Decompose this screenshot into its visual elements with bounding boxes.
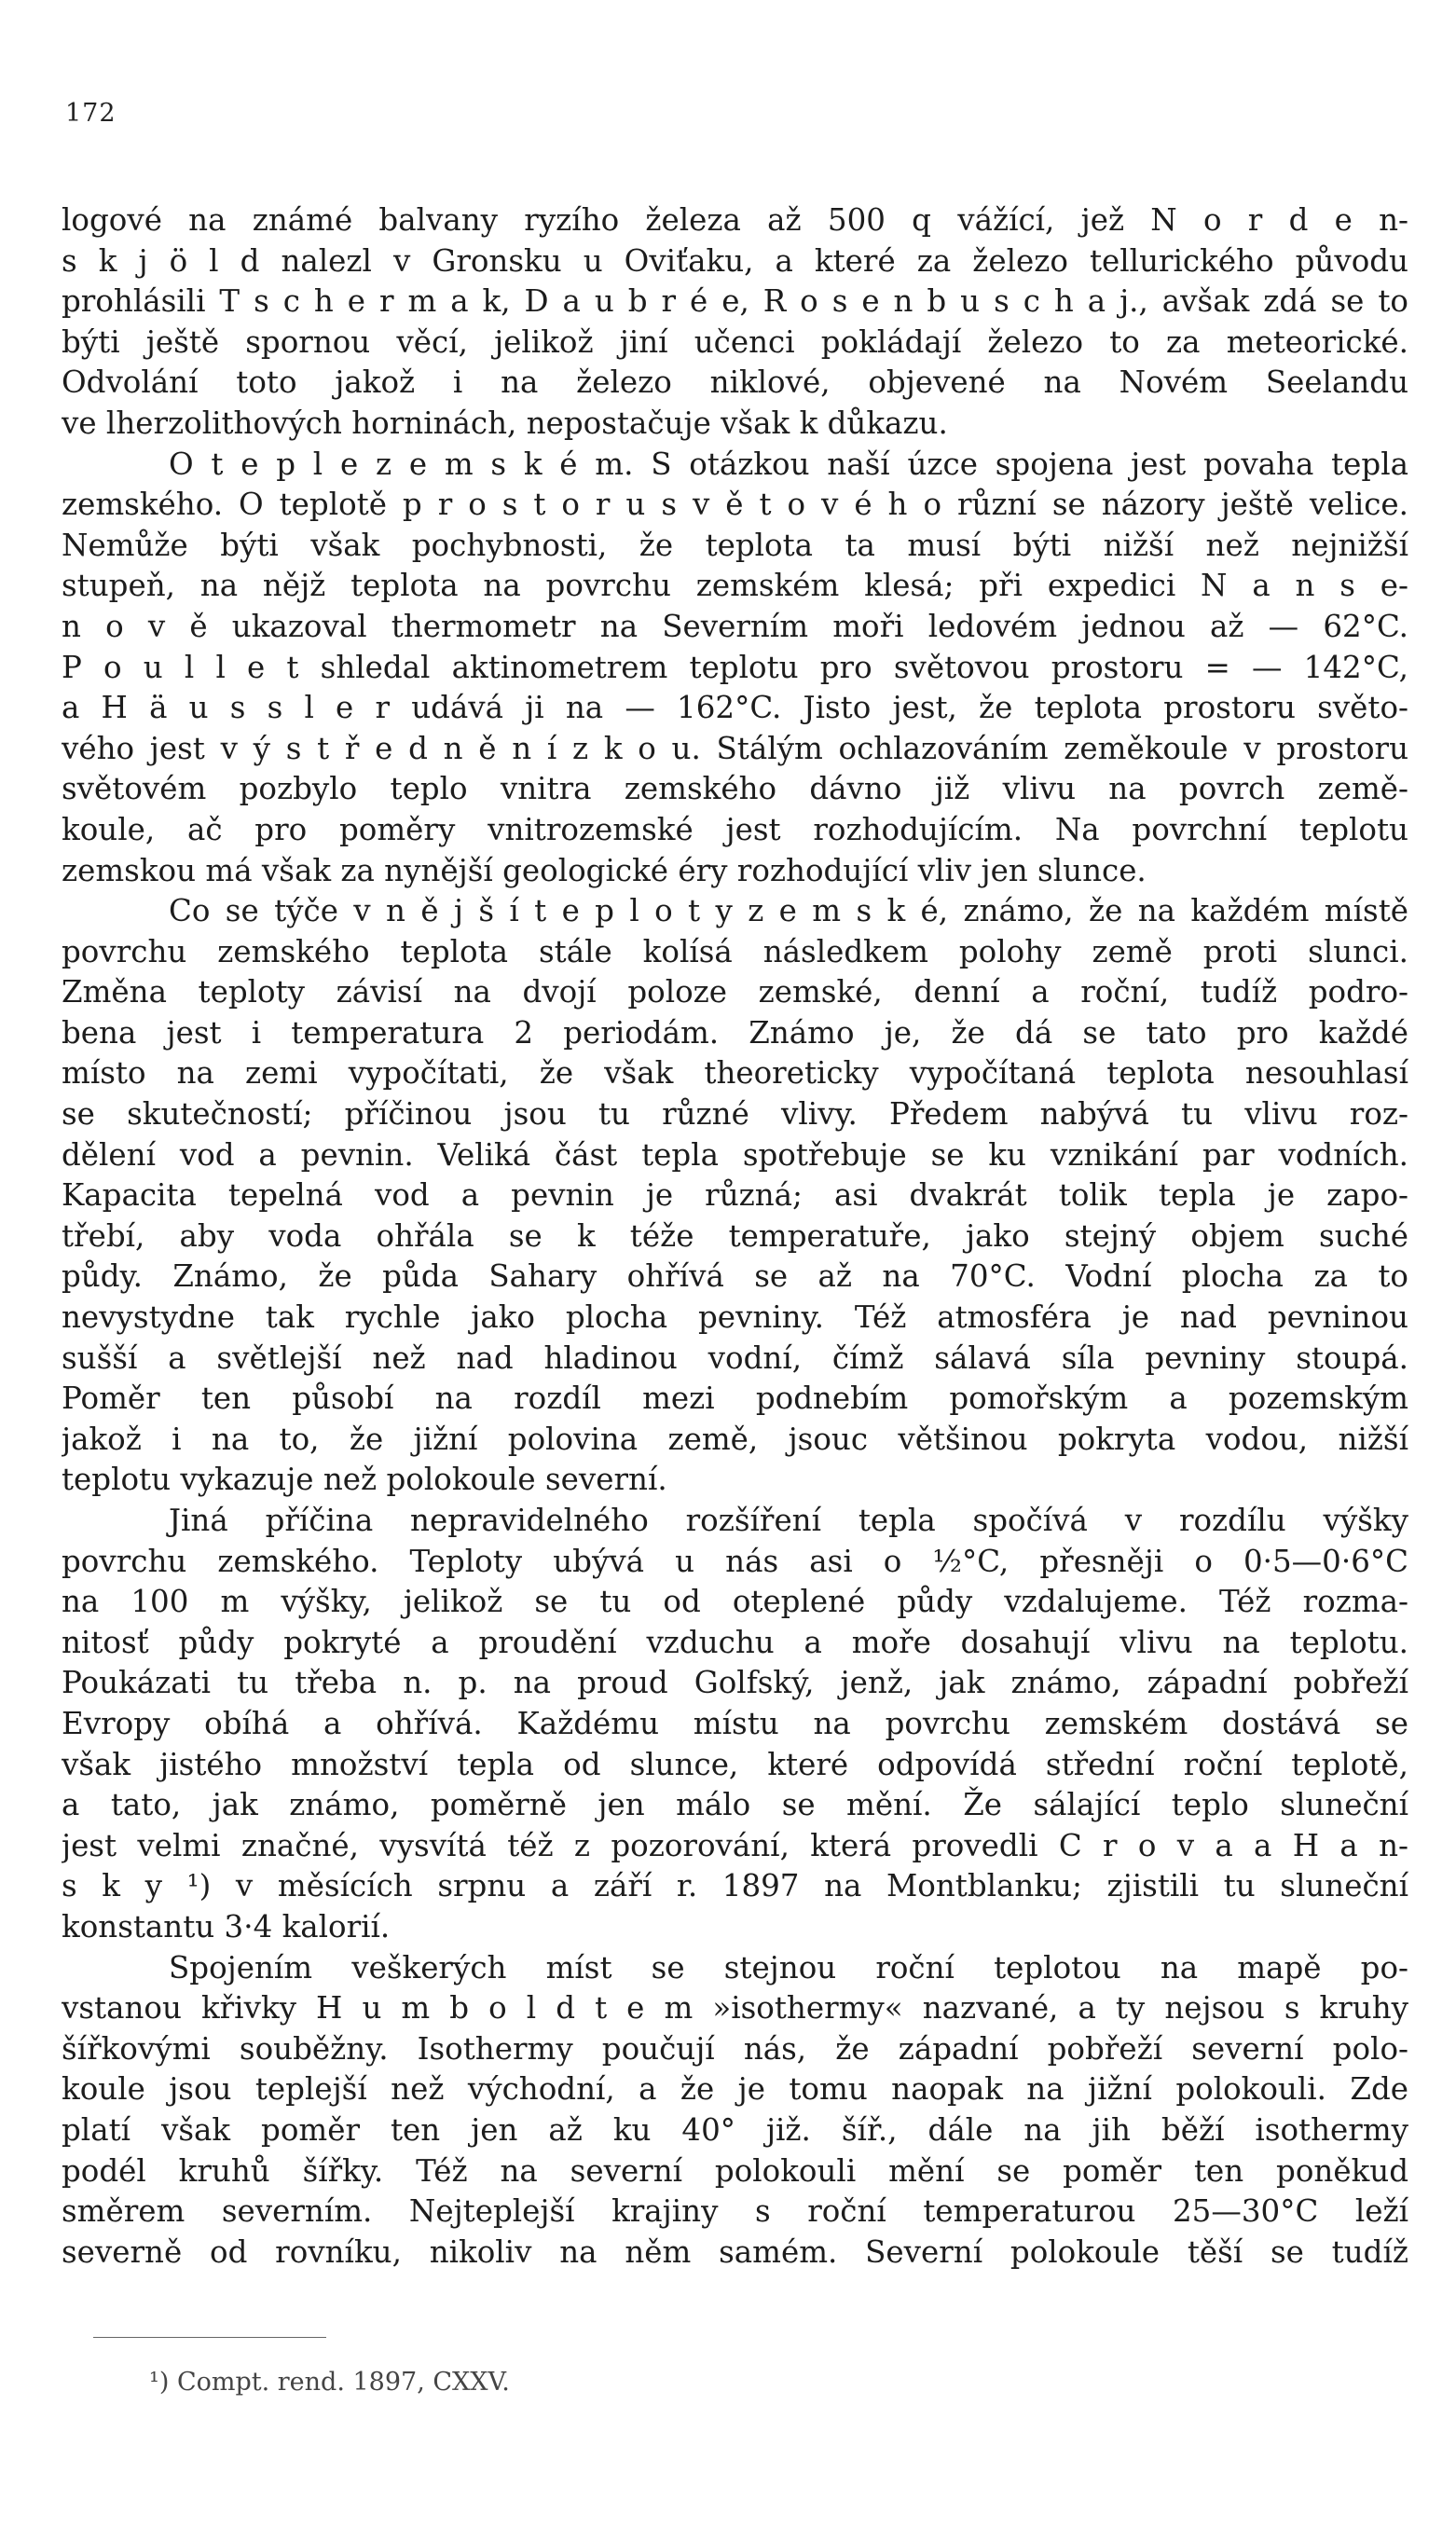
text-line: vstanou křivky H u m b o l d t e m »isothermy« nazvané, a ty nejsou s kruhy [62, 1990, 1408, 2027]
text-line: býti ještě spornou věcí, jelikož jiní učenci pokládají železo to za meteorické. [62, 323, 1408, 360]
footnote-divider [93, 2337, 326, 2338]
text-line: se skutečností; příčinou jsou tu různé vlivy. Předem nabývá tu vlivu roz- [62, 1096, 1408, 1133]
text-line: koule, ač pro poměry vnitrozemské jest rozhodujícím. Na povrchní teplotu [62, 811, 1408, 847]
text-line: podél kruhů šířky. Též na severní polokouli mění se poměr ten poněkud [62, 2152, 1408, 2189]
text-line: P o u l l e t shledal aktinometrem teplotu pro světovou prostoru = — 142°C, [62, 649, 1408, 685]
text-line: povrchu zemského. Teploty ubývá u nás asi o ½°C, přesněji o 0·5—0·6°C [62, 1543, 1408, 1579]
text-line: Nemůže býti však pochybnosti, že teplota ta musí býti nižší než nejnižší [62, 527, 1408, 563]
text-line: severně od rovníku, nikoliv na něm samém. Severní polokoule těší se tudíž [62, 2233, 1408, 2270]
text-line: Kapacita tepelná vod a pevnin je různá; asi dvakrát tolik tepla je zapo- [62, 1177, 1408, 1214]
text-line: jest velmi značné, vysvítá též z pozorování, která provedli C r o v a a H a n- [62, 1827, 1408, 1863]
text-line: O t e p l e z e m s k é m. S otázkou naší úzce spojena jest povaha tepla [169, 446, 1408, 482]
text-line: však jistého množství tepla od slunce, které odpovídá střední roční teplotě, [62, 1746, 1408, 1782]
text-line: prohlásili T s c h e r m a k, D a u b r é e, R o s e n b u s c h a j., avšak zdá se to [62, 283, 1408, 320]
text-line: Spojením veškerých míst se stejnou roční teplotou na mapě po- [169, 1949, 1408, 1986]
text-line: nevystydne tak rychle jako plocha pevniny. Též atmosféra je nad pevninou [62, 1299, 1408, 1336]
text-line: a H ä u s s l e r udává ji na — 162°C. Jisto jest, že teplota prostoru světo- [62, 690, 1408, 726]
text-line: teplotu vykazuje než polokoule severní. [62, 1462, 667, 1498]
text-line: s k y ¹) v měsících srpnu a září r. 1897 na Montblanku; zjistili tu sluneční [62, 1868, 1408, 1904]
text-line: zemského. O teplotě p r o s t o r u s v ě t o v é h o různí se názory ještě velice. [62, 487, 1408, 523]
text-line: konstantu 3·4 kalorií. [62, 1908, 391, 1944]
text-line: na 100 m výšky, jelikož se tu od oteplené půdy vzdalujeme. Též rozma- [62, 1584, 1408, 1620]
text-line: Evropy obíhá a ohřívá. Každému místu na povrchu zemském dostává se [62, 1705, 1408, 1741]
text-line: Změna teploty závisí na dvojí poloze zemské, denní a roční, tudíž podro- [62, 974, 1408, 1010]
text-line: ve lherzolithových horninách, nepostačuje však k důkazu. [62, 405, 948, 441]
text-line: s k j ö l d nalezl v Gronsku u Oviťaku, a které za železo tellurického původu [62, 242, 1408, 279]
text-line: logové na známé balvany ryzího železa až 500 q vážící, jež N o r d e n- [62, 202, 1408, 238]
text-line: šířkovými souběžny. Isothermy poučují nás, že západní pobřeží severní polo- [62, 2030, 1408, 2067]
text-line: stupeň, na nějž teplota na povrchu zemském klesá; při expedici N a n s e- [62, 568, 1408, 604]
page-number: 172 [65, 99, 117, 128]
text-line: jakož i na to, že jižní polovina země, jsouc většinou pokryta vodou, nižší [62, 1421, 1408, 1457]
text-line: zemskou má však za nynější geologické éry rozhodující vliv jen slunce. [62, 852, 1147, 888]
text-line: místo na zemi vypočítati, že však theoreticky vypočítaná teplota nesouhlasí [62, 1055, 1408, 1092]
text-line: světovém pozbylo teplo vnitra zemského dávno již vlivu na povrch země- [62, 771, 1408, 807]
text-line: půdy. Známo, že půda Sahary ohřívá se až na 70°C. Vodní plocha za to [62, 1258, 1408, 1295]
text-line: směrem severním. Nejteplejší krajiny s roční temperaturou 25—30°C leží [62, 2193, 1408, 2230]
text-line: třebí, aby voda ohřála se k téže temperatuře, jako stejný objem suché [62, 1217, 1408, 1254]
text-line: nitosť půdy pokryté a proudění vzduchu a moře dosahují vlivu na teplotu. [62, 1624, 1408, 1660]
text-line: platí však poměr ten jen až ku 40° již. šíř., dále na jih běží isothermy [62, 2111, 1408, 2148]
text-line: a tato, jak známo, poměrně jen málo se mění. Že sálající teplo sluneční [62, 1787, 1408, 1823]
text-line: Poměr ten působí na rozdíl mezi podnebím pomořským a pozemským [62, 1381, 1408, 1417]
text-line: koule jsou teplejší než východní, a že je tomu naopak na jižní polokouli. Zde [62, 2071, 1408, 2108]
footnote: ¹) Compt. rend. 1897, CXXV. [149, 2368, 510, 2397]
text-line: vého jest v ý s t ř e d n ě n í z k o u. Stálým ochlazováním zeměkoule v prostoru [62, 730, 1408, 766]
text-line: Co se týče v n ě j š í t e p l o t y z e m s k é, známo, že na každém místě [169, 893, 1408, 929]
text-line: Odvolání toto jakož i na železo niklové, objevené na Novém Seelandu [62, 364, 1408, 401]
body-text [62, 200, 1408, 2273]
text-line: sušší a světlejší než nad hladinou vodní, čímž sálavá síla pevniny stoupá. [62, 1340, 1408, 1376]
text-line: povrchu zemského teplota stále kolísá následkem polohy země proti slunci. [62, 933, 1408, 969]
text-line: Jiná příčina nepravidelného rozšíření tepla spočívá v rozdílu výšky [169, 1503, 1408, 1538]
text-line: n o v ě ukazoval thermometr na Severním moři ledovém jednou až — 62°C. [62, 608, 1408, 644]
text-line: Poukázati tu třeba n. p. na proud Golfský, jenž, jak známo, západní pobřeží [62, 1665, 1408, 1701]
text-line: dělení vod a pevnin. Veliká část tepla spotřebuje se ku vznikání par vodních. [62, 1136, 1408, 1173]
text-line: bena jest i temperatura 2 periodám. Známo je, že dá se tato pro každé [62, 1014, 1408, 1051]
